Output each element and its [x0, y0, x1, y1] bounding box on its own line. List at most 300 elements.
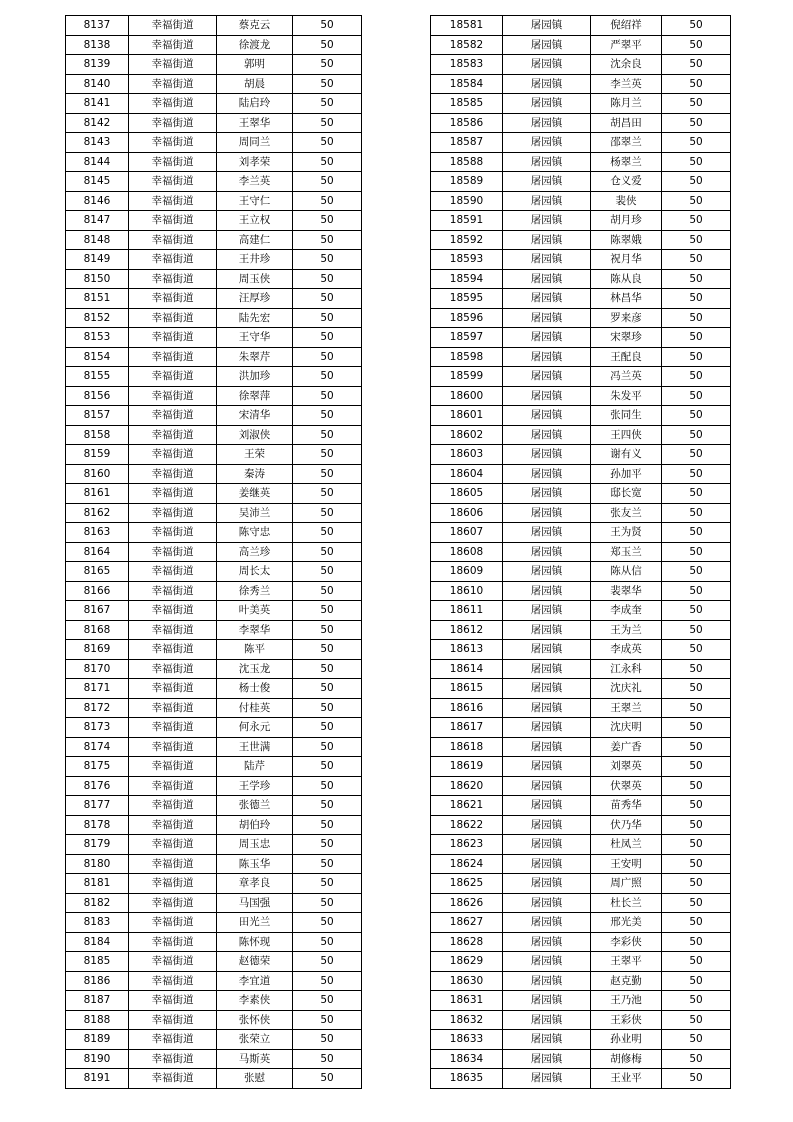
name-cell: 江永科 — [591, 659, 662, 679]
table-row — [431, 601, 731, 621]
amount-cell: 50 — [293, 757, 362, 777]
serial-number-cell: 8160 — [66, 464, 129, 484]
name-cell: 杨翠兰 — [591, 152, 662, 172]
amount-cell: 50 — [293, 601, 362, 621]
name-cell: 冯兰英 — [591, 367, 662, 387]
name-cell: 伏乃华 — [591, 815, 662, 835]
serial-number-cell: 18587 — [431, 133, 503, 153]
serial-number-cell: 18628 — [431, 932, 503, 952]
name-cell: 徐渡龙 — [217, 35, 293, 55]
serial-number-cell: 18612 — [431, 620, 503, 640]
amount-cell: 50 — [662, 347, 731, 367]
serial-number-cell: 8172 — [66, 698, 129, 718]
table-row — [431, 659, 731, 679]
table-row — [66, 503, 362, 523]
name-cell: 王井珍 — [217, 250, 293, 270]
township-cell: 屠园镇 — [503, 1010, 591, 1030]
name-cell: 张慰 — [217, 1069, 293, 1089]
township-cell: 幸福街道 — [129, 718, 217, 738]
serial-number-cell: 8169 — [66, 640, 129, 660]
table-row — [431, 367, 731, 387]
township-cell: 屠园镇 — [503, 815, 591, 835]
township-cell: 幸福街道 — [129, 172, 217, 192]
township-cell: 幸福街道 — [129, 835, 217, 855]
amount-cell: 50 — [662, 113, 731, 133]
serial-number-cell: 18610 — [431, 581, 503, 601]
amount-cell: 50 — [662, 328, 731, 348]
table-row — [66, 1030, 362, 1050]
table-row — [431, 796, 731, 816]
name-cell: 郭明 — [217, 55, 293, 75]
table-row — [66, 367, 362, 387]
serial-number-cell: 8167 — [66, 601, 129, 621]
table-row — [431, 133, 731, 153]
township-cell: 幸福街道 — [129, 386, 217, 406]
name-cell: 刘孝荣 — [217, 152, 293, 172]
township-cell: 幸福街道 — [129, 16, 217, 36]
table-row — [431, 16, 731, 36]
table-row — [431, 269, 731, 289]
amount-cell: 50 — [293, 581, 362, 601]
amount-cell: 50 — [293, 874, 362, 894]
township-cell: 屠园镇 — [503, 191, 591, 211]
table-row — [431, 1010, 731, 1030]
amount-cell: 50 — [293, 308, 362, 328]
township-cell: 幸福街道 — [129, 601, 217, 621]
table-row — [66, 1010, 362, 1030]
name-cell: 李翠华 — [217, 620, 293, 640]
table-row — [66, 815, 362, 835]
table-row — [66, 152, 362, 172]
township-cell: 幸福街道 — [129, 503, 217, 523]
amount-cell: 50 — [662, 620, 731, 640]
amount-cell: 50 — [293, 640, 362, 660]
township-cell: 幸福街道 — [129, 991, 217, 1011]
amount-cell: 50 — [662, 991, 731, 1011]
name-cell: 章孝良 — [217, 874, 293, 894]
serial-number-cell: 8178 — [66, 815, 129, 835]
serial-number-cell: 18600 — [431, 386, 503, 406]
township-cell: 幸福街道 — [129, 893, 217, 913]
serial-number-cell: 18609 — [431, 562, 503, 582]
table-row — [66, 172, 362, 192]
table-row — [431, 289, 731, 309]
township-cell: 幸福街道 — [129, 406, 217, 426]
township-cell: 幸福街道 — [129, 74, 217, 94]
table-row — [66, 874, 362, 894]
amount-cell: 50 — [662, 425, 731, 445]
name-cell: 王翠华 — [217, 113, 293, 133]
name-cell: 周广照 — [591, 874, 662, 894]
table-row — [66, 679, 362, 699]
serial-number-cell: 18584 — [431, 74, 503, 94]
table-row — [66, 425, 362, 445]
amount-cell: 50 — [662, 796, 731, 816]
name-cell: 张同生 — [591, 406, 662, 426]
table-row — [66, 55, 362, 75]
serial-number-cell: 8150 — [66, 269, 129, 289]
township-cell: 幸福街道 — [129, 445, 217, 465]
township-cell: 屠园镇 — [503, 250, 591, 270]
serial-number-cell: 8190 — [66, 1049, 129, 1069]
township-cell: 幸福街道 — [129, 620, 217, 640]
township-cell: 幸福街道 — [129, 854, 217, 874]
serial-number-cell: 8138 — [66, 35, 129, 55]
left-roster-table — [65, 15, 362, 1089]
serial-number-cell: 8143 — [66, 133, 129, 153]
serial-number-cell: 8181 — [66, 874, 129, 894]
township-cell: 屠园镇 — [503, 523, 591, 543]
serial-number-cell: 8154 — [66, 347, 129, 367]
township-cell: 屠园镇 — [503, 503, 591, 523]
amount-cell: 50 — [662, 289, 731, 309]
table-row — [431, 562, 731, 582]
table-row — [66, 698, 362, 718]
amount-cell: 50 — [293, 971, 362, 991]
amount-cell: 50 — [293, 932, 362, 952]
name-cell: 马国强 — [217, 893, 293, 913]
table-row — [431, 835, 731, 855]
name-cell: 邢光美 — [591, 913, 662, 933]
table-row — [431, 94, 731, 114]
table-row — [66, 289, 362, 309]
serial-number-cell: 18583 — [431, 55, 503, 75]
table-row — [431, 1030, 731, 1050]
township-cell: 屠园镇 — [503, 796, 591, 816]
township-cell: 幸福街道 — [129, 328, 217, 348]
amount-cell: 50 — [293, 991, 362, 1011]
township-cell: 屠园镇 — [503, 971, 591, 991]
amount-cell: 50 — [662, 932, 731, 952]
amount-cell: 50 — [662, 94, 731, 114]
amount-cell: 50 — [662, 893, 731, 913]
name-cell: 倪绍祥 — [591, 16, 662, 36]
table-row — [66, 1069, 362, 1089]
amount-cell: 50 — [662, 464, 731, 484]
amount-cell: 50 — [293, 464, 362, 484]
right-roster-table — [430, 15, 731, 1089]
amount-cell: 50 — [662, 503, 731, 523]
table-row — [431, 211, 731, 231]
amount-cell: 50 — [662, 367, 731, 387]
serial-number-cell: 8147 — [66, 211, 129, 231]
serial-number-cell: 8158 — [66, 425, 129, 445]
name-cell: 姜继英 — [217, 484, 293, 504]
name-cell: 李兰英 — [217, 172, 293, 192]
amount-cell: 50 — [293, 776, 362, 796]
amount-cell: 50 — [293, 230, 362, 250]
amount-cell: 50 — [293, 289, 362, 309]
name-cell: 王荣 — [217, 445, 293, 465]
table-row — [66, 581, 362, 601]
table-row — [431, 1069, 731, 1089]
township-cell: 屠园镇 — [503, 74, 591, 94]
name-cell: 秦涛 — [217, 464, 293, 484]
amount-cell: 50 — [662, 1069, 731, 1089]
serial-number-cell: 8137 — [66, 16, 129, 36]
serial-number-cell: 18626 — [431, 893, 503, 913]
amount-cell: 50 — [293, 74, 362, 94]
name-cell: 吴沛兰 — [217, 503, 293, 523]
name-cell: 刘翠英 — [591, 757, 662, 777]
amount-cell: 50 — [662, 854, 731, 874]
name-cell: 陈从信 — [591, 562, 662, 582]
name-cell: 洪加珍 — [217, 367, 293, 387]
serial-number-cell: 18601 — [431, 406, 503, 426]
name-cell: 杨士俊 — [217, 679, 293, 699]
name-cell: 付桂英 — [217, 698, 293, 718]
table-row — [66, 952, 362, 972]
township-cell: 幸福街道 — [129, 1030, 217, 1050]
township-cell: 幸福街道 — [129, 952, 217, 972]
serial-number-cell: 8176 — [66, 776, 129, 796]
table-row — [66, 308, 362, 328]
township-cell: 幸福街道 — [129, 269, 217, 289]
serial-number-cell: 18634 — [431, 1049, 503, 1069]
serial-number-cell: 18630 — [431, 971, 503, 991]
table-row — [431, 113, 731, 133]
name-cell: 郑玉兰 — [591, 542, 662, 562]
amount-cell: 50 — [293, 386, 362, 406]
table-row — [431, 328, 731, 348]
table-row — [66, 230, 362, 250]
name-cell: 陈从良 — [591, 269, 662, 289]
amount-cell: 50 — [662, 757, 731, 777]
serial-number-cell: 18607 — [431, 523, 503, 543]
township-cell: 幸福街道 — [129, 94, 217, 114]
name-cell: 王为兰 — [591, 620, 662, 640]
amount-cell: 50 — [662, 601, 731, 621]
township-cell: 屠园镇 — [503, 620, 591, 640]
table-row — [66, 250, 362, 270]
township-cell: 屠园镇 — [503, 698, 591, 718]
table-row — [66, 932, 362, 952]
right-roster-body — [431, 16, 731, 1089]
amount-cell: 50 — [662, 74, 731, 94]
township-cell: 屠园镇 — [503, 601, 591, 621]
serial-number-cell: 8140 — [66, 74, 129, 94]
amount-cell: 50 — [662, 913, 731, 933]
serial-number-cell: 18590 — [431, 191, 503, 211]
serial-number-cell: 18616 — [431, 698, 503, 718]
amount-cell: 50 — [662, 581, 731, 601]
table-row — [66, 1049, 362, 1069]
amount-cell: 50 — [662, 640, 731, 660]
name-cell: 王守华 — [217, 328, 293, 348]
name-cell: 胡月珍 — [591, 211, 662, 231]
name-cell: 王彩侠 — [591, 1010, 662, 1030]
table-row — [66, 16, 362, 36]
name-cell: 高建仁 — [217, 230, 293, 250]
name-cell: 孙业明 — [591, 1030, 662, 1050]
name-cell: 王翠平 — [591, 952, 662, 972]
table-row — [66, 640, 362, 660]
township-cell: 屠园镇 — [503, 55, 591, 75]
table-row — [66, 133, 362, 153]
name-cell: 张友兰 — [591, 503, 662, 523]
table-row — [431, 991, 731, 1011]
table-row — [66, 523, 362, 543]
township-cell: 幸福街道 — [129, 289, 217, 309]
name-cell: 严翠平 — [591, 35, 662, 55]
amount-cell: 50 — [662, 835, 731, 855]
serial-number-cell: 18633 — [431, 1030, 503, 1050]
amount-cell: 50 — [293, 328, 362, 348]
name-cell: 田光兰 — [217, 913, 293, 933]
amount-cell: 50 — [293, 620, 362, 640]
name-cell: 胡昌田 — [591, 113, 662, 133]
name-cell: 胡修梅 — [591, 1049, 662, 1069]
serial-number-cell: 8157 — [66, 406, 129, 426]
name-cell: 周同兰 — [217, 133, 293, 153]
name-cell: 伏翠英 — [591, 776, 662, 796]
table-row — [66, 854, 362, 874]
serial-number-cell: 18622 — [431, 815, 503, 835]
amount-cell: 50 — [662, 718, 731, 738]
amount-cell: 50 — [293, 94, 362, 114]
township-cell: 屠园镇 — [503, 289, 591, 309]
serial-number-cell: 8156 — [66, 386, 129, 406]
township-cell: 幸福街道 — [129, 55, 217, 75]
serial-number-cell: 18627 — [431, 913, 503, 933]
township-cell: 屠园镇 — [503, 874, 591, 894]
township-cell: 屠园镇 — [503, 211, 591, 231]
name-cell: 邸长宽 — [591, 484, 662, 504]
township-cell: 幸福街道 — [129, 640, 217, 660]
township-cell: 屠园镇 — [503, 172, 591, 192]
serial-number-cell: 8139 — [66, 55, 129, 75]
table-row — [431, 1049, 731, 1069]
township-cell: 屠园镇 — [503, 152, 591, 172]
serial-number-cell: 18619 — [431, 757, 503, 777]
township-cell: 屠园镇 — [503, 1049, 591, 1069]
amount-cell: 50 — [293, 718, 362, 738]
township-cell: 屠园镇 — [503, 94, 591, 114]
table-row — [66, 74, 362, 94]
name-cell: 高兰珍 — [217, 542, 293, 562]
serial-number-cell: 18629 — [431, 952, 503, 972]
serial-number-cell: 18594 — [431, 269, 503, 289]
serial-number-cell: 8187 — [66, 991, 129, 1011]
name-cell: 杜凤兰 — [591, 835, 662, 855]
table-row — [431, 464, 731, 484]
table-row — [431, 172, 731, 192]
table-row — [431, 484, 731, 504]
table-row — [66, 776, 362, 796]
township-cell: 屠园镇 — [503, 425, 591, 445]
township-cell: 幸福街道 — [129, 35, 217, 55]
table-row — [66, 913, 362, 933]
township-cell: 幸福街道 — [129, 230, 217, 250]
serial-number-cell: 8165 — [66, 562, 129, 582]
township-cell: 屠园镇 — [503, 16, 591, 36]
serial-number-cell: 8175 — [66, 757, 129, 777]
table-row — [431, 406, 731, 426]
township-cell: 幸福街道 — [129, 523, 217, 543]
table-row — [66, 347, 362, 367]
name-cell: 李兰英 — [591, 74, 662, 94]
township-cell: 幸福街道 — [129, 133, 217, 153]
name-cell: 宋翠珍 — [591, 328, 662, 348]
township-cell: 幸福街道 — [129, 562, 217, 582]
township-cell: 幸福街道 — [129, 367, 217, 387]
serial-number-cell: 8149 — [66, 250, 129, 270]
township-cell: 屠园镇 — [503, 659, 591, 679]
name-cell: 王四侠 — [591, 425, 662, 445]
amount-cell: 50 — [293, 250, 362, 270]
name-cell: 裴侠 — [591, 191, 662, 211]
amount-cell: 50 — [293, 152, 362, 172]
serial-number-cell: 8180 — [66, 854, 129, 874]
serial-number-cell: 18592 — [431, 230, 503, 250]
table-row — [431, 854, 731, 874]
name-cell: 蔡克云 — [217, 16, 293, 36]
name-cell: 王世满 — [217, 737, 293, 757]
table-row — [66, 211, 362, 231]
name-cell: 何永元 — [217, 718, 293, 738]
name-cell: 陆芹 — [217, 757, 293, 777]
township-cell: 幸福街道 — [129, 1069, 217, 1089]
township-cell: 屠园镇 — [503, 1069, 591, 1089]
name-cell: 沈庆礼 — [591, 679, 662, 699]
township-cell: 屠园镇 — [503, 757, 591, 777]
amount-cell: 50 — [662, 250, 731, 270]
table-row — [66, 386, 362, 406]
serial-number-cell: 18586 — [431, 113, 503, 133]
amount-cell: 50 — [293, 913, 362, 933]
table-row — [66, 659, 362, 679]
serial-number-cell: 8166 — [66, 581, 129, 601]
serial-number-cell: 8152 — [66, 308, 129, 328]
table-row — [66, 328, 362, 348]
name-cell: 王为贤 — [591, 523, 662, 543]
table-row — [66, 620, 362, 640]
serial-number-cell: 18581 — [431, 16, 503, 36]
name-cell: 胡晨 — [217, 74, 293, 94]
serial-number-cell: 18593 — [431, 250, 503, 270]
serial-number-cell: 18588 — [431, 152, 503, 172]
name-cell: 周玉侠 — [217, 269, 293, 289]
serial-number-cell: 8189 — [66, 1030, 129, 1050]
amount-cell: 50 — [293, 523, 362, 543]
amount-cell: 50 — [293, 815, 362, 835]
amount-cell: 50 — [662, 737, 731, 757]
table-row — [431, 952, 731, 972]
amount-cell: 50 — [293, 211, 362, 231]
serial-number-cell: 18602 — [431, 425, 503, 445]
name-cell: 林昌华 — [591, 289, 662, 309]
amount-cell: 50 — [293, 698, 362, 718]
township-cell: 屠园镇 — [503, 386, 591, 406]
serial-number-cell: 8177 — [66, 796, 129, 816]
table-row — [66, 835, 362, 855]
township-cell: 屠园镇 — [503, 913, 591, 933]
name-cell: 周玉忠 — [217, 835, 293, 855]
serial-number-cell: 18620 — [431, 776, 503, 796]
township-cell: 屠园镇 — [503, 347, 591, 367]
amount-cell: 50 — [662, 523, 731, 543]
township-cell: 屠园镇 — [503, 230, 591, 250]
amount-cell: 50 — [662, 659, 731, 679]
name-cell: 张荣立 — [217, 1030, 293, 1050]
serial-number-cell: 8184 — [66, 932, 129, 952]
name-cell: 祝月华 — [591, 250, 662, 270]
serial-number-cell: 18605 — [431, 484, 503, 504]
serial-number-cell: 18585 — [431, 94, 503, 114]
serial-number-cell: 8186 — [66, 971, 129, 991]
serial-number-cell: 18591 — [431, 211, 503, 231]
amount-cell: 50 — [662, 172, 731, 192]
